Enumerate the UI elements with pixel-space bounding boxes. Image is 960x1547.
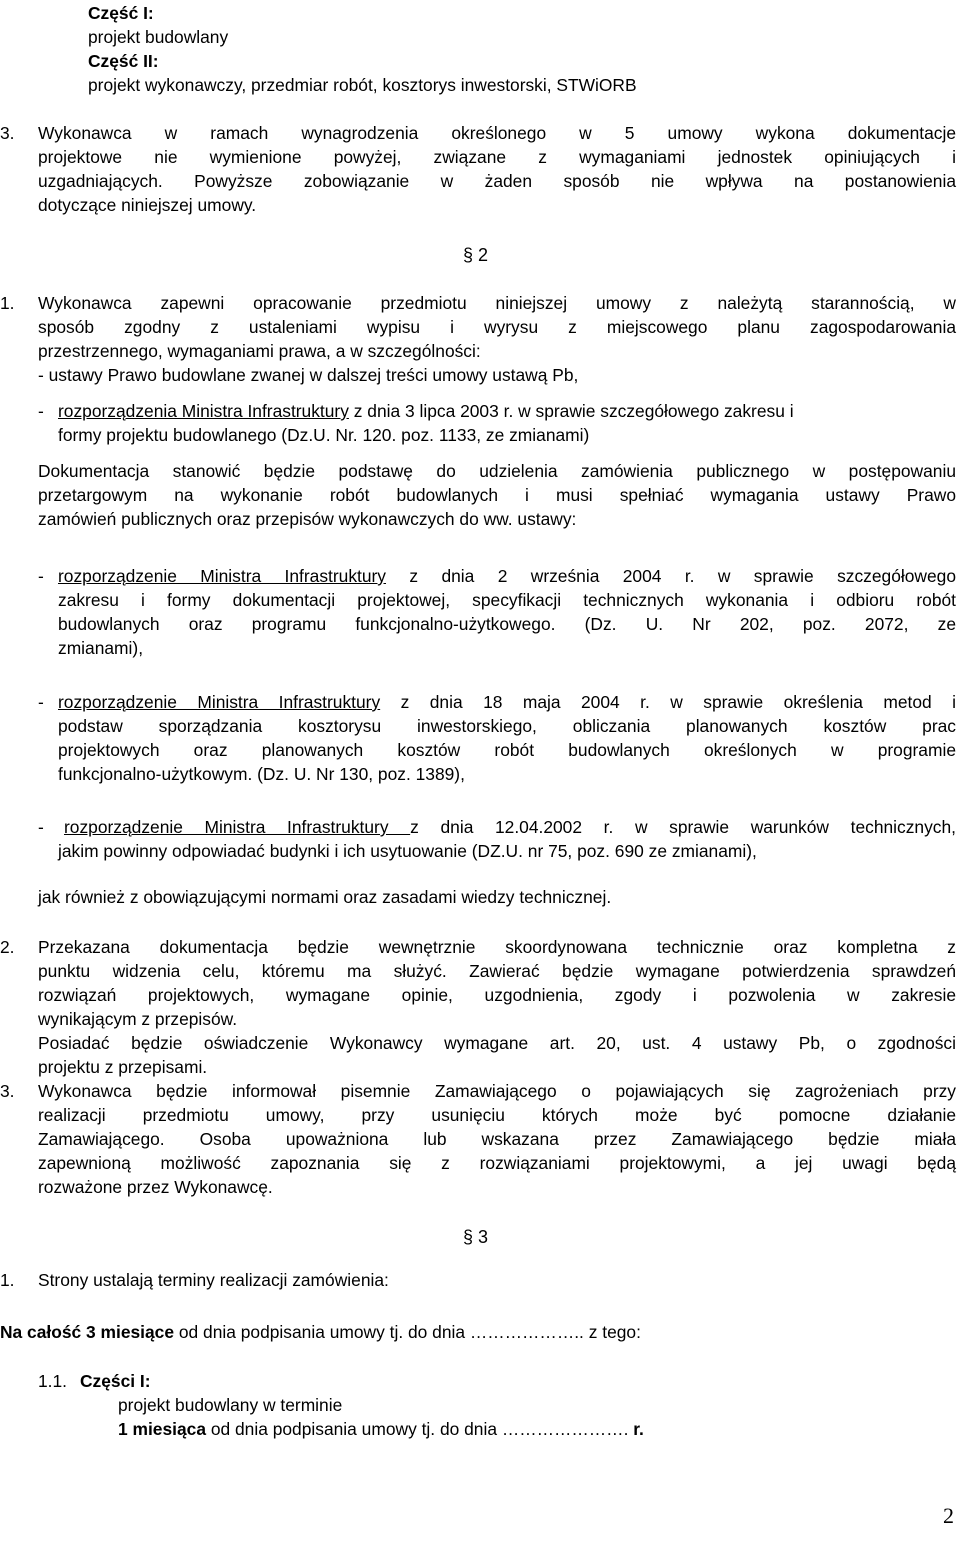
dash: - [38,817,44,837]
paragraph-line: realizacji przedmiotu umowy, przy usunięciu których może być pomocne działanie [38,1105,956,1125]
section-heading-2 [463,243,488,267]
paragraph-line: przestrzennego, wymaganiami prawa, a w szczególności: [38,341,481,361]
paragraph-line: jakim powinny odpowiadać budynki i ich usytuowanie (DZ.U. nr 75, poz. 690 ze zmianami), [58,841,757,861]
regulation-link: rozporządzenie Ministra Infrastruktury [58,566,387,586]
paragraph-line: rozwiązań projektowych, wymagane opinie, uzgodnienia, zgody i pozwolenia w zakresie [38,985,956,1005]
law-item-1 [38,363,578,387]
paragraph-line: projektowe nie wymienione powyżej, związane z wymaganiami jednostek opiniujących i [38,147,956,167]
total-term-rest: od dnia podpisania umowy tj. do dnia ……………….. z tego: [174,1322,641,1342]
paragraph-line: Wykonawca w ramach wynagrodzenia określonego w 5 umowy wykona dokumentacje [38,123,956,143]
part1-title: Część I: [88,3,154,23]
item-number: 3. [0,123,15,143]
regulation-item-3 [38,815,956,839]
part2-description: projekt wykonawczy, przedmiar robót, kosztorys inwestorski, STWiORB [88,75,637,95]
total-term-bold: Na całość 3 miesiące [0,1322,175,1342]
item-number: 1. [0,293,15,313]
paragraph-line: Przekazana dokumentacja będzie wewnętrznie skoordynowana technicznie oraz kompletna z [38,937,956,957]
law-text: z dnia 3 lipca 2003 r. w sprawie szczegółowego zakresu i [348,401,794,421]
law-text: ustawy Prawo budowlane zwanej w dalszej treści umowy ustawą Pb, [48,365,579,385]
sub-item-term [118,1417,644,1441]
dash: - [38,692,44,712]
part2-title: Część II: [88,51,159,71]
section-number: 3 [478,1227,489,1247]
paragraph-line: funkcjonalno-użytkowym. (Dz. U. Nr 130, poz. 1389), [58,764,465,784]
section-number: 2 [478,245,489,265]
regulation-text: z dnia 12.04.2002 r. w sprawie warunków technicznych, [410,817,956,837]
paragraph-line: Wykonawca zapewni opracowanie przedmiotu niniejszej umowy z należytą starannością, w [38,293,956,313]
regulation-item-1 [38,564,956,588]
part1-description: projekt budowlany [88,27,229,47]
paragraph-line: Strony ustalają terminy realizacji zamówienia: [38,1270,389,1290]
dash: - [38,401,44,421]
section-heading-3 [463,1225,488,1249]
sub-item-description: projekt budowlany w terminie [118,1395,343,1415]
term-bold: 1 miesiąca [118,1419,206,1439]
paragraph-line: budowlanych oraz programu funkcjonalno-użytkowego. (Dz. U. Nr 202, poz. 2072, ze [58,614,956,634]
paragraph-line: dotyczące niniejszej umowy. [38,195,257,215]
paragraph-line: zamówień publicznych oraz przepisów wykonawczych do ww. ustawy: [38,509,577,529]
dash: - [38,365,49,385]
regulation-text: z dnia 2 września 2004 r. w sprawie szczegółowego [386,566,957,586]
paragraph-line: przetargowym na wykonanie robót budowlanych i musi spełniać wymagania ustawy Prawo [38,485,956,505]
regulation-item-2 [38,690,956,714]
sub-item-number: 1.1. [38,1371,68,1391]
regulation-link: rozporządzenie Ministra Infrastruktury [58,692,381,712]
paragraph-line: uzgadniających. Powyższe zobowiązanie w żaden sposób nie wpływa na postanowienia [38,171,956,191]
dash: - [38,566,44,586]
term-end: r. [633,1419,644,1439]
paragraph-line: Zamawiającego. Osoba upoważniona lub wskazana przez Zamawiającego będzie miała [38,1129,956,1149]
paragraph-line: Dokumentacja stanowić będzie podstawę do udzielenia zamówienia publicznego w postępowaniu [38,461,956,481]
regulation-link: rozporządzenia Ministra Infrastruktury [58,401,349,421]
total-term [0,1320,641,1344]
law-item-2-line2: formy projektu budowlanego (Dz.U. Nr. 120. poz. 1133, ze zmianami) [58,425,590,445]
paragraph-line: punktu widzenia celu, któremu ma służyć. Zawierać będzie wymagane potwierdzenia sprawdzeń [38,961,956,981]
paragraph-line: rozważone przez Wykonawcę. [38,1177,273,1197]
sub-item-title: Części I: [80,1371,151,1391]
paragraph-line: zakresu i formy dokumentacji projektowej, specyfikacji technicznych wykonania i odbioru robót [58,590,956,610]
term-rest: od dnia podpisania umowy tj. do dnia …………………. [206,1419,634,1439]
paragraph-line: projektu z przepisami. [38,1057,208,1077]
paragraph-line: Wykonawca będzie informował pisemnie Zamawiającego o pojawiających się zagrożeniach przy [38,1081,956,1101]
law-item-2 [38,399,794,423]
paragraph-line: zapewnioną możliwość zapoznania się z rozwiązaniami projektowymi, a jej uwagi będą [38,1153,956,1173]
section-symbol: § [463,1227,474,1247]
page-number: 2 [943,1503,954,1528]
item-number: 1. [0,1270,15,1290]
paragraph-line: projektowych oraz planowanych kosztów robót budowlanych określonych w programie [58,740,956,760]
item-number: 3. [0,1081,15,1101]
section-symbol: § [463,245,474,265]
paragraph-line: wynikającym z przepisów. [38,1009,238,1029]
paragraph-line: zmianami), [58,638,144,658]
paragraph-line: Posiadać będzie oświadczenie Wykonawcy wymagane art. 20, ust. 4 ustawy Pb, o zgodności [38,1033,956,1053]
regulation-link: rozporządzenie Ministra Infrastruktury [64,817,411,837]
paragraph-line: podstaw sporządzania kosztorysu inwestorskiego, obliczania planowanych kosztów prac [58,716,956,736]
paragraph-line: jak również z obowiązującymi normami oraz zasadami wiedzy technicznej. [38,887,612,907]
regulation-text: z dnia 18 maja 2004 r. w sprawie określenia metod i [380,692,956,712]
item-number: 2. [0,937,15,957]
paragraph-line: sposób zgodny z ustaleniami wypisu i wyrysu z miejscowego planu zagospodarowania [38,317,956,337]
